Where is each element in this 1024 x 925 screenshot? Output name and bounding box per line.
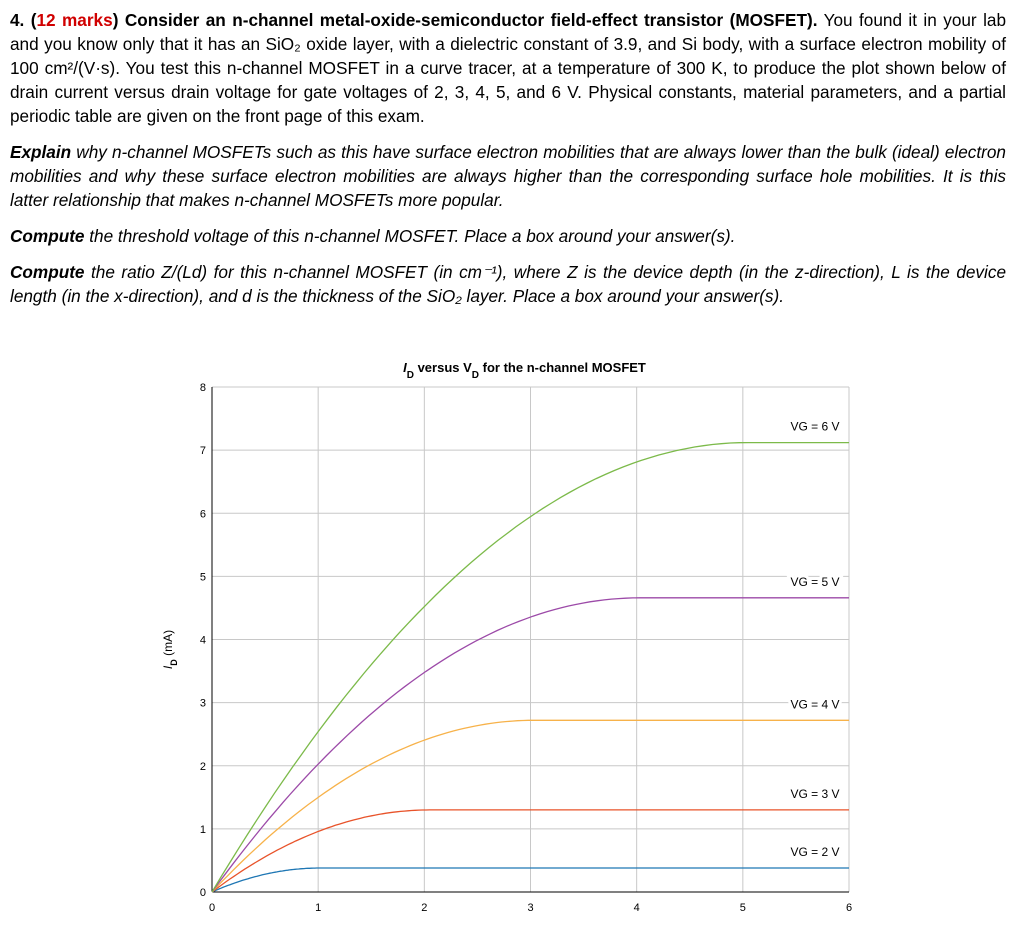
y-tick-label: 2 [199, 760, 206, 773]
y-tick-label: 7 [199, 445, 206, 458]
chart-title: $I_D$ versus $V_D$ for the n-channel MOSFET [403, 360, 646, 381]
task-explain-verb: Explain [10, 142, 72, 162]
id-vd-chart [0, 352, 1024, 925]
task-threshold-verb: Compute [10, 226, 85, 246]
series-label: VG = 4 V [790, 697, 840, 712]
task-threshold-text: the threshold voltage of this n-channel MOSFET. Place a box around your answer(s). [89, 226, 736, 246]
series-label: VG = 6 V [790, 419, 840, 434]
task-threshold [10, 224, 1006, 248]
question-intro: 4. (12 marks) Consider an n-channel metal-oxide-semiconductor field-effect transistor (MOSFET). You found it in your lab and you know only that it has an SiO₂ oxide layer, with a dielectric constant of 3.9, and Si body, with a surface electron mobility of 100 cm²/(V·s). You test this n-channel MOSFET in a curve tracer, at a temperature of 300 K, to produce the plot shown below of drain current versus drain voltage for gate voltages of 2, 3, 4, 5, and 6 V. Physical constants, material parameters, and a partial periodic table are given on the front page of this exam. [10, 10, 1007, 126]
task-ratio [10, 260, 1006, 308]
y-tick-label: 3 [199, 697, 206, 710]
x-tick-label: 3 [527, 902, 534, 914]
question-body: You found it in your lab and you know only that it has an SiO₂ oxide layer, with a dielectric constant of 3.9, and Si body, with a surface electron mobility of 100 cm²/(V·s). You test this n-channel MOSFET in a curve tracer, at a temperature of 300 K, to produce the plot shown below of drain current versus drain voltage for gate voltages of 2, 3, 4, 5, and 6 V. Physical constants, material parameters, and a partial periodic table are given on the front page of this exam. [10, 10, 1007, 126]
x-tick-label: 2 [421, 902, 428, 914]
task-explain [10, 140, 1006, 212]
y-tick-label: 6 [199, 508, 206, 521]
series-label: VG = 2 V [790, 845, 840, 860]
task-ratio-text: the ratio Z/(Ld) for this n-channel MOSFET (in cm⁻¹), where Z is the device depth (in the z-direction), L is the device length (in the x-direction), and d is the thickness of the SiO₂ layer. Place a box around your answer(s). [10, 262, 1006, 306]
y-tick-label: 8 [199, 382, 206, 394]
y-tick-label: 5 [199, 571, 206, 584]
question-number: 4. [10, 10, 25, 30]
y-tick-label: 1 [199, 823, 206, 836]
x-tick-label: 6 [845, 902, 853, 914]
marks-label: 12 marks [36, 10, 113, 30]
y-tick-label: 0 [199, 887, 206, 899]
question-heading: Consider an n-channel metal-oxide-semiconductor field-effect transistor (MOSFET). [124, 10, 818, 30]
x-tick-label: 4 [633, 902, 640, 914]
task-explain-text: why n-channel MOSFETs such as this have surface electron mobilities that are always lower than the bulk (ideal) electron mobilities and why these surface electron mobilities are always higher than the corresponding surface hole mobilities. It is this latter relationship that makes n-channel MOSFETs more popular. [10, 142, 1006, 210]
series-label: VG = 5 V [790, 574, 840, 589]
y-tick-label: 4 [199, 634, 206, 647]
y-axis-label: $I_D$ (mA) [161, 629, 179, 670]
x-tick-label: 5 [739, 902, 746, 914]
series-label: VG = 3 V [790, 786, 840, 801]
task-ratio-verb: Compute [10, 262, 85, 282]
x-tick-label: 0 [208, 902, 216, 914]
question-block [10, 8, 1006, 320]
x-tick-label: 1 [315, 902, 322, 914]
